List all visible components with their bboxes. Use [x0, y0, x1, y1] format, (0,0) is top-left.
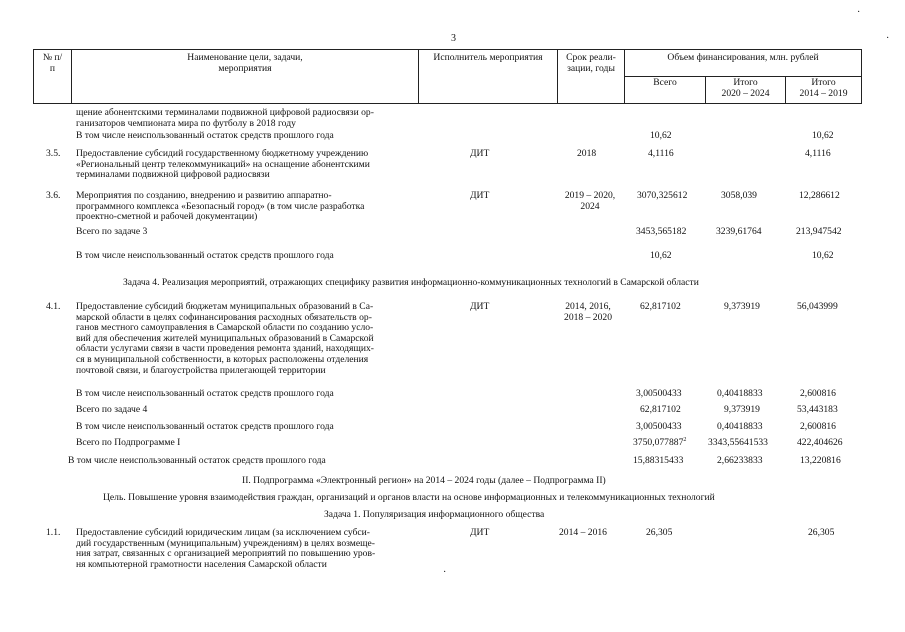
cell-executor: ДИТ [470, 190, 490, 201]
footnote-mark: 2 [683, 436, 687, 443]
task-title: Задача 4. Реализация мероприятий, отражающих специфику развития информационно-коммуникационных технологий в Самарской области [123, 277, 699, 288]
row-name: Мероприятия по созданию, внедрению и развитию аппаратно- программного комплекса «Безопасный город» (в том числе разработка проектно-сметной и рабочей документации) [76, 190, 365, 223]
cell-total: 4,1116 [648, 148, 674, 159]
cell-total: 15,88315433 [633, 455, 684, 466]
scan-mark: · [886, 33, 890, 44]
cell-executor: ДИТ [470, 527, 490, 538]
cell-total: 3453,565182 [636, 226, 687, 237]
header-2020-2024: Итого 2020 – 2024 [706, 77, 786, 104]
cell-2020-2024: 3058,039 [721, 190, 757, 201]
cell-total: 26,305 [646, 527, 673, 538]
cell-2014-2019: 53,443183 [797, 404, 838, 415]
header-2014-2019: Итого 2014 – 2019 [786, 77, 862, 104]
row-continuation-text: щение абонентскими терминалами подвижной цифровой радиосвязи ор- ганизаторов чемпионата мира по футболу в 2018 году [76, 107, 374, 129]
scan-mark: · [443, 567, 447, 578]
cell-2014-2019: 2,600816 [800, 421, 836, 432]
cell-2014-2019: 422,404626 [797, 437, 843, 448]
cell-executor: ДИТ [470, 301, 490, 312]
table-header [33, 49, 862, 104]
header-term: Срок реали- зации, годы [558, 50, 625, 104]
row-total-label: Всего по задаче 4 [76, 404, 148, 415]
cell-executor: ДИТ [470, 148, 490, 159]
row-total-label: Всего по Подпрограмме I [76, 437, 181, 448]
cell-total: 3,00500433 [636, 388, 682, 399]
row-number: 3.6. [46, 190, 61, 201]
cell-2020-2024: 3239,61764 [716, 226, 762, 237]
cell-2014-2019: 2,600816 [800, 388, 836, 399]
header-executor: Исполнитель мероприятия [419, 50, 558, 104]
page-number: 3 [451, 33, 456, 44]
row-number: 1.1. [46, 527, 61, 538]
row-unused-label: В том числе неиспользованный остаток средств прошлого года [76, 250, 334, 261]
task-title: Задача 1. Популяризация информационного общества [324, 509, 545, 520]
cell-2020-2024: 0,40418833 [717, 388, 763, 399]
goal-title: Цель. Повышение уровня взаимодействия граждан, организаций и органов власти на основе информационных и телекоммуникационных технологий [103, 492, 715, 503]
row-name: Предоставление субсидий юридическим лицам (за исключением субси- дий государственным (муниципальным) учреждениям) в целях возмеще- ния затрат, связанных с организацией мероприятий по повышению уров- ня компьютерной грамотности населения Самарской области [76, 527, 376, 570]
header-total: Всего [625, 77, 706, 104]
cell-2014-2019: 13,220816 [800, 455, 841, 466]
cell-2020-2024: 0,40418833 [717, 421, 763, 432]
row-unused-label: В том числе неиспользованный остаток средств прошлого года [76, 130, 334, 141]
cell-2014-2019: 10,62 [812, 250, 834, 261]
cell-2020-2024: 9,373919 [724, 301, 760, 312]
cell-2014-2019: 4,1116 [805, 148, 831, 159]
row-number: 3.5. [46, 148, 61, 159]
scan-mark: · [857, 7, 861, 18]
row-name: Предоставление субсидий бюджетам муниципальных образований в Са- марской области в целях софинансирования расходных обязательств ор- ганов местного самоуправления в Самарской области по созданию усло- вий для обеспечения жителей муниципальных образований в Самарской области услугами связи в части проведения ремонта зданий, находящих- ся в муниципальной собственности, в которых расположены отделения почтовой связи, и благоустройства прилегающей территории [76, 301, 374, 376]
cell-2014-2019: 26,305 [808, 527, 835, 538]
cell-2014-2019: 56,043999 [797, 301, 838, 312]
row-unused-label: В том числе неиспользованный остаток средств прошлого года [76, 388, 334, 399]
cell-term: 2014, 2016, 2018 – 2020 [564, 301, 612, 323]
cell-total: 62,817102 [640, 301, 681, 312]
row-number: 4.1. [46, 301, 61, 312]
cell-total: 3750,077887$^2$ [633, 436, 687, 448]
cell-2020-2024: 9,373919 [724, 404, 760, 415]
cell-total: 10,62 [650, 250, 672, 261]
cell-2020-2024: 3343,55641533 [708, 437, 768, 448]
header-name: Наименование цели, задачи, мероприятия [72, 50, 419, 104]
cell-total: 62,817102 [640, 404, 681, 415]
cell-total: 3,00500433 [636, 421, 682, 432]
cell-term: 2019 – 2020, 2024 [564, 190, 616, 212]
header-funding: Объем финансирования, млн. рублей [625, 50, 862, 77]
header-num: № п/п [34, 50, 72, 104]
cell-2014-2019: 12,286612 [799, 190, 840, 201]
row-unused-label: В том числе неиспользованный остаток средств прошлого года [76, 421, 334, 432]
cell-total: 10,62 [650, 130, 672, 141]
row-total-label: Всего по задаче 3 [76, 226, 148, 237]
cell-term: 2014 – 2016 [559, 527, 607, 538]
subprogram-title: II. Подпрограмма «Электронный регион» на 2014 – 2024 годы (далее – Подпрограмма II) [242, 475, 606, 486]
row-name: Предоставление субсидий государственному бюджетному учреждению «Региональный центр телекоммуникаций» на оснащение абонентскими терминалами подвижной цифровой радиосвязи [76, 148, 370, 181]
row-unused-label: В том числе неиспользованный остаток средств прошлого года [68, 455, 326, 466]
cell-2014-2019: 10,62 [812, 130, 834, 141]
cell-term: 2018 [577, 148, 597, 159]
cell-2014-2019: 213,947542 [796, 226, 842, 237]
cell-total: 3070,325612 [637, 190, 688, 201]
cell-2020-2024: 2,66233833 [717, 455, 763, 466]
